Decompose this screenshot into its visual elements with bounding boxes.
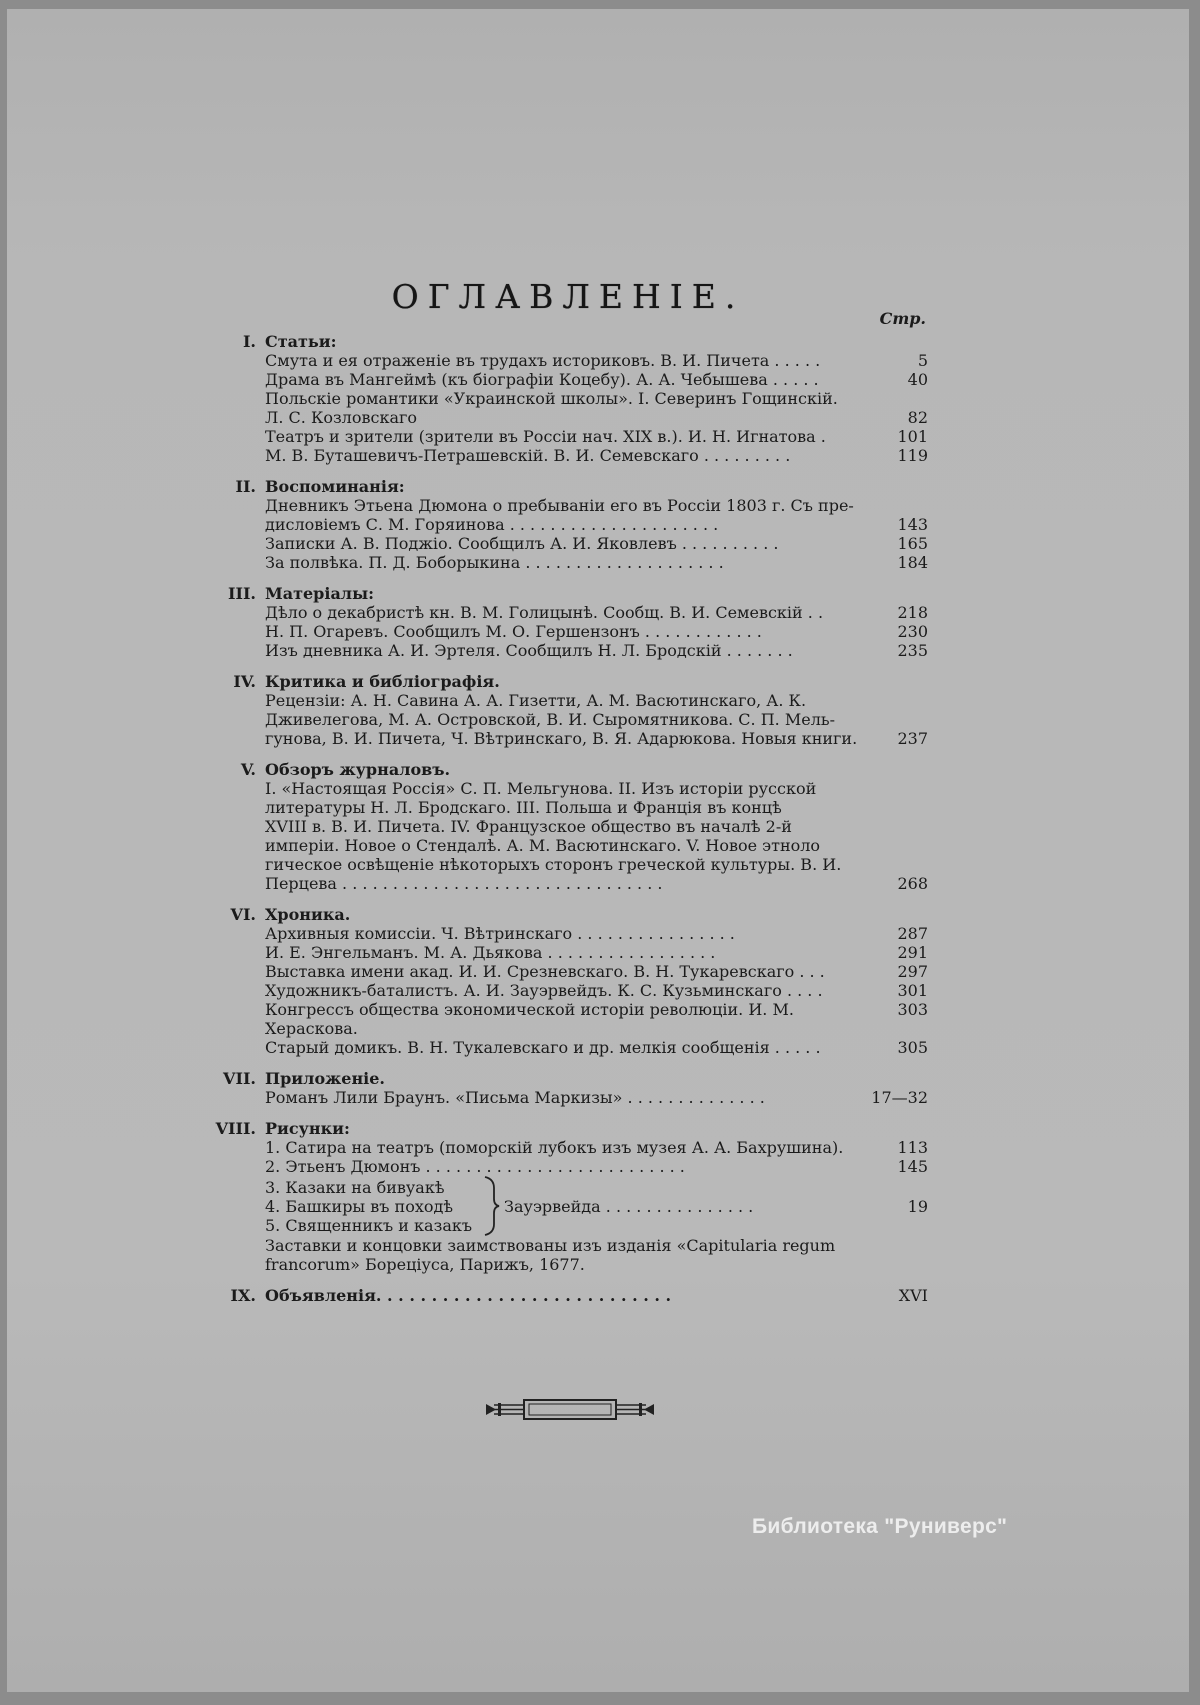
entry-text: Рецензіи: А. Н. Савина А. А. Гизетти, А. М. Васютинскаго, А. К. (265, 691, 807, 710)
entry-line (265, 924, 928, 943)
entry-line (265, 817, 928, 836)
entry-line (265, 874, 928, 893)
section-numeral: V. (240, 760, 256, 779)
brace-caption-row (504, 1197, 928, 1216)
toc-section-v (214, 760, 928, 893)
section-heading-row (214, 332, 928, 351)
entry-text: XVIII в. В. И. Пичета. IV. Французское общество въ началѣ 2-й (265, 817, 792, 836)
entry-line (265, 408, 928, 427)
toc-section-ix (214, 1286, 928, 1305)
entry-line (265, 534, 928, 553)
page-number: 40 (907, 370, 928, 389)
page-number: 230 (897, 622, 928, 641)
entry-line (265, 641, 928, 660)
entry-line (265, 603, 928, 622)
entry-text: имперіи. Новое о Стендалѣ. А. М. Васютинскаго. V. Новое этноло (265, 836, 821, 855)
page-number: 268 (897, 874, 928, 893)
entry-text: Л. С. Козловскаго (265, 408, 417, 427)
ornament-graphic (484, 1395, 656, 1425)
entry-text: Дѣло о декабристѣ кн. В. М. Голицынѣ. Сообщ. В. И. Семевскій . . (265, 603, 824, 622)
section-numeral: VIII. (215, 1119, 256, 1138)
entry-text: Архивныя комиссіи. Ч. Вѣтринскаго . . . . . . . . . . . . . . . . (265, 924, 735, 943)
entry-line (265, 798, 928, 817)
entry-text: Старый домикъ. В. Н. Тукалевскаго и др. мелкія сообщенія . . . . . (265, 1038, 821, 1057)
entry-line (265, 691, 928, 710)
page-number: 303 (897, 1000, 928, 1019)
toc-section-iii (214, 584, 928, 660)
watermark: Библиотека "Руниверс" (752, 1515, 1008, 1538)
page-column-header: Стр. (879, 309, 926, 328)
entry-text: дисловіемъ С. М. Горяинова . . . . . . . . . . . . . . . . . . . . . (265, 515, 719, 534)
section-title: Критика и библіографія. (265, 672, 500, 691)
toc-sections (214, 332, 928, 1305)
section-entries (265, 603, 928, 660)
entry-text: 4. Башкиры въ походѣ (265, 1196, 453, 1216)
entry-line (265, 1216, 472, 1235)
entry-text: литературы Н. Л. Бродскаго. III. Польша и Франція въ концѣ (265, 798, 782, 817)
printer-ornament (484, 1395, 656, 1429)
entry-text: Н. П. Огаревъ. Сообщилъ М. О. Гершензонъ . . . . . . . . . . . . (265, 622, 762, 641)
section-numeral: IV. (233, 672, 256, 691)
section-entries (265, 1088, 928, 1107)
entry-line (265, 962, 928, 981)
entry-text: Перцева . . . . . . . . . . . . . . . . . . . . . . . . . . . . . . . . (265, 874, 663, 893)
section-entries (265, 691, 928, 748)
entry-line (265, 1088, 928, 1107)
entry-line (265, 779, 928, 798)
entry-text: Записки А. В. Поджіо. Сообщилъ А. И. Яковлевъ . . . . . . . . . . (265, 534, 779, 553)
section-entries (265, 496, 928, 572)
entry-text: И. Е. Энгельманъ. М. А. Дьякова . . . . . . . . . . . . . . . . . (265, 943, 716, 962)
entry-text: Дживелегова, М. А. Островской, В. И. Сыромятникова. С. П. Мель- (265, 710, 835, 729)
page-number: 82 (907, 408, 928, 427)
section-title: Объявленія. . . . . . . . . . . . . . . . . . . . . . . . . . . (265, 1286, 672, 1305)
entry-line (265, 515, 928, 534)
entry-line (265, 1197, 472, 1216)
section-heading-row (214, 1286, 928, 1305)
page-number: 297 (897, 962, 928, 981)
entry-line (265, 351, 928, 370)
section-title: Приложеніе. (265, 1069, 385, 1088)
entry-text: Конгрессъ общества экономической исторіи революціи. И. М. Хераскова. (265, 1000, 794, 1038)
page-number: 17—32 (871, 1088, 928, 1107)
page-number: 237 (897, 729, 928, 748)
entry-text: Польскіе романтики «Украинской школы». I. Северинъ Гощинскій. (265, 389, 838, 408)
page-number: 143 (897, 515, 928, 534)
entry-text: Дневникъ Этьена Дюмона о пребываніи его въ Россіи 1803 г. Съ пре- (265, 496, 854, 515)
entry-line (265, 1038, 928, 1057)
entry-text: Театръ и зрители (зрители въ Россіи нач. XIX в.). И. Н. Игнатова . (265, 427, 826, 446)
page-number: 235 (897, 641, 928, 660)
toc-section-viii (214, 1119, 928, 1274)
toc-content (214, 309, 928, 1317)
page-number: 165 (897, 534, 928, 553)
page-number: 119 (897, 446, 928, 465)
section-title: Статьи: (265, 332, 337, 351)
entry-line (265, 496, 928, 515)
section-heading-row (214, 672, 928, 691)
entry-line (265, 710, 928, 729)
brace-group (265, 1176, 928, 1236)
section-title: Рисунки: (265, 1119, 350, 1138)
page-number: 184 (897, 553, 928, 572)
section-title: Матеріалы: (265, 584, 375, 603)
section-entries (265, 1138, 928, 1274)
section-numeral: II. (235, 477, 256, 496)
entry-text: 1. Сатира на театръ (поморскій лубокъ изъ музея А. А. Бахрушина). (265, 1138, 844, 1157)
section-heading-row (214, 584, 928, 603)
entry-text: Изъ дневника А. И. Эртеля. Сообщилъ Н. Л. Бродскій . . . . . . . (265, 641, 793, 660)
entry-line (265, 389, 928, 408)
entry-text: М. В. Буташевичъ-Петрашевскій. В. И. Семевскаго . . . . . . . . . (265, 446, 791, 465)
entry-text: Драма въ Мангеймѣ (къ біографіи Коцебу). А. А. Чебышева . . . . . (265, 370, 819, 389)
entry-line (265, 553, 928, 572)
entry-text: гунова, В. И. Пичета, Ч. Вѣтринскаго, В. Я. Адарюкова. Новыя книги. (265, 729, 858, 748)
page-number: 5 (917, 351, 928, 370)
page-number: XVI (898, 1286, 928, 1305)
entry-text: 2. Этьенъ Дюмонъ . . . . . . . . . . . . . . . . . . . . . . . . . . (265, 1157, 685, 1176)
entry-line (265, 836, 928, 855)
toc-section-i (214, 332, 928, 465)
entry-text: Заставки и концовки заимствованы изъ изданія «Capitularia regum (265, 1236, 836, 1255)
entry-line (265, 622, 928, 641)
section-entries (265, 779, 928, 893)
section-title: Обзоръ журналовъ. (265, 760, 451, 779)
page-number: 19 (907, 1196, 928, 1216)
page-number: 218 (897, 603, 928, 622)
brace-item-list (265, 1178, 472, 1235)
entry-text: Художникъ-баталистъ. А. И. Зауэрвейдъ. К. С. Кузьминскаго . . . . (265, 981, 823, 1000)
section-numeral: III. (227, 584, 256, 603)
section-numeral: IX. (230, 1286, 256, 1305)
entry-text: гическое освѣщеніе нѣкоторыхъ сторонъ греческой культуры. В. И. (265, 855, 842, 874)
note-line (265, 1236, 928, 1255)
section-title: Воспоминанія: (265, 477, 405, 496)
toc-section-vi (214, 905, 928, 1057)
entry-line (265, 855, 928, 874)
entry-text: francorum» Бореціуса, Парижъ, 1677. (265, 1255, 585, 1274)
entry-line (265, 729, 928, 748)
entry-line (265, 370, 928, 389)
brace-glyph (482, 1176, 500, 1236)
entry-text: За полвѣка. П. Д. Боборыкина . . . . . . . . . . . . . . . . . . . . (265, 553, 724, 572)
section-heading-row (214, 1069, 928, 1088)
entry-text: Смута и ея отраженіе въ трудахъ историковъ. В. И. Пичета . . . . . (265, 351, 821, 370)
page-number: 101 (897, 427, 928, 446)
entry-text: 3. Казаки на бивуакѣ (265, 1177, 445, 1197)
entry-text: Романъ Лили Браунъ. «Письма Маркизы» . . . . . . . . . . . . . . (265, 1088, 765, 1107)
page-title: ОГЛАВЛЕНІЕ. (391, 277, 745, 317)
page-number: 301 (897, 981, 928, 1000)
entry-text: 5. Священникъ и казакъ (265, 1215, 473, 1235)
section-numeral: VII. (223, 1069, 256, 1088)
page-number: 145 (897, 1157, 928, 1176)
entry-line (265, 1157, 928, 1176)
section-heading-row (214, 1119, 928, 1138)
entry-line (265, 1000, 928, 1038)
page-number: 291 (897, 943, 928, 962)
entry-text: Выставка имени акад. И. И. Срезневскаго. В. Н. Тукаревскаго . . . (265, 962, 825, 981)
section-heading-row (214, 760, 928, 779)
page-number: 113 (897, 1138, 928, 1157)
entry-line (265, 1138, 928, 1157)
entry-line (265, 943, 928, 962)
toc-section-ii (214, 477, 928, 572)
entry-text: I. «Настоящая Россія» С. П. Мельгунова. II. Изъ исторіи русской (265, 779, 817, 798)
entry-line (265, 981, 928, 1000)
section-numeral: VI. (230, 905, 256, 924)
section-entries (265, 351, 928, 465)
toc-section-vii (214, 1069, 928, 1107)
page-number: 305 (897, 1038, 928, 1057)
section-heading-row (214, 905, 928, 924)
toc-section-iv (214, 672, 928, 748)
section-heading-row (214, 477, 928, 496)
page-number: 287 (897, 924, 928, 943)
section-entries (265, 924, 928, 1057)
brace-caption: Зауэрвейда . . . . . . . . . . . . . . . (504, 1196, 754, 1216)
entry-line (265, 427, 928, 446)
entry-line (265, 446, 928, 465)
section-title: Хроника. (265, 905, 351, 924)
entry-line (265, 1178, 472, 1197)
note-line (265, 1255, 928, 1274)
section-numeral: I. (242, 332, 256, 351)
